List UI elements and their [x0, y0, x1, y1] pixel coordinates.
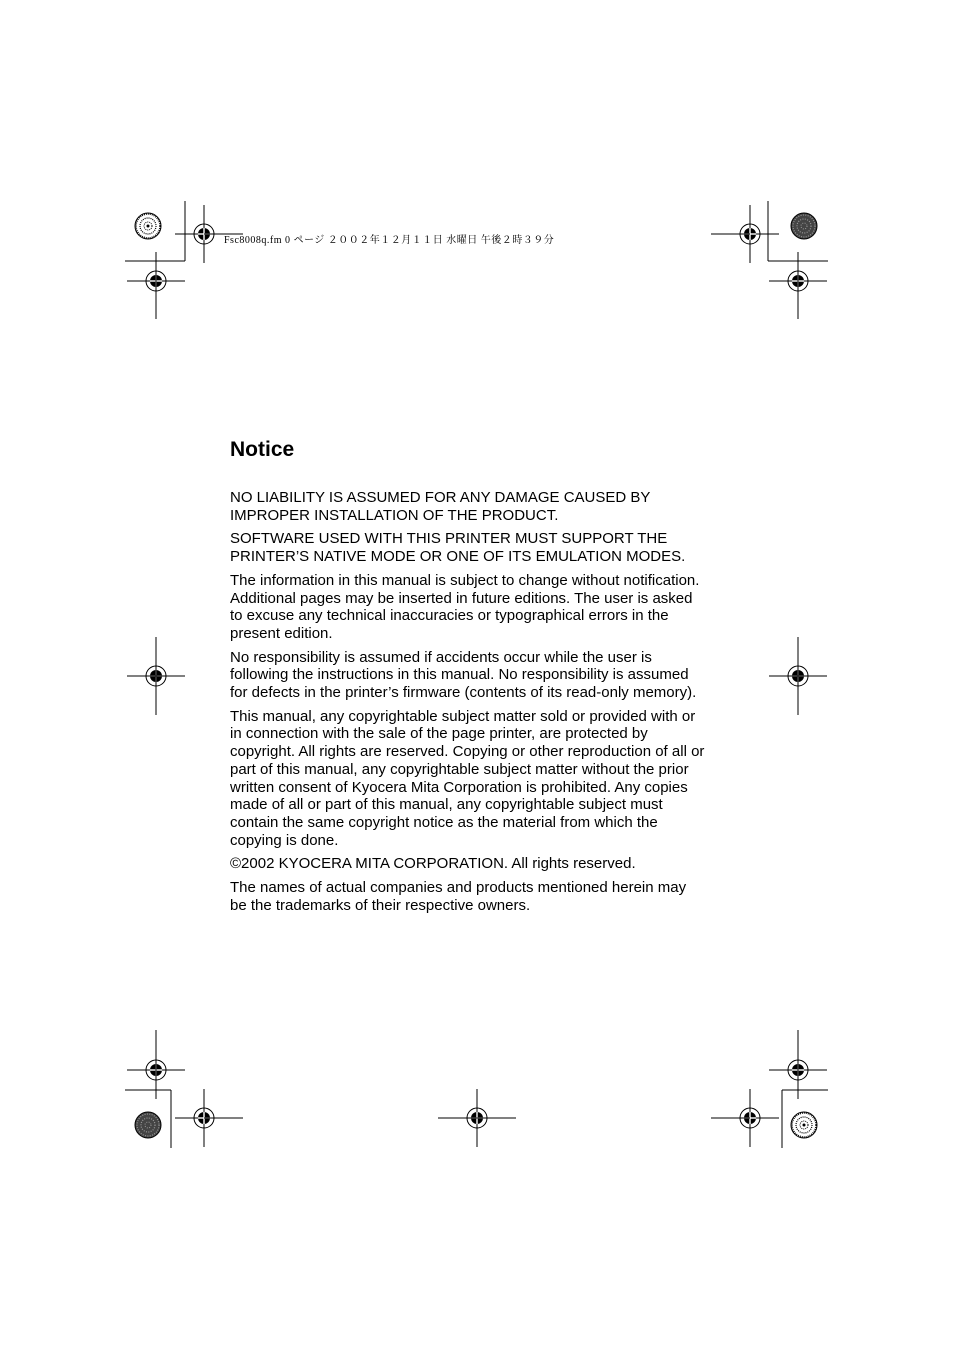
notice-body [230, 489, 706, 920]
copyright-notice: ©2002 KYOCERA MITA CORPORATION. All rights reserved. [230, 855, 636, 873]
copyright-paragraph: This manual, any copyrightable subject matter sold or provided with or in connection with the sale of the page printer, are protected by copyright. All rights are reserved. Copying or other reproduction of all or part of this manual, any copyrightable subject matter without the prior written consent of Kyocera Mita Corporation is prohibited. Any copies made of all or part of this manual, any copyrightable subject must contain the same copyright notice as the material from which the copying is done. [230, 707, 705, 849]
star-target-top-right [791, 213, 817, 239]
liability-paragraph: NO LIABILITY IS ASSUMED FOR ANY DAMAGE CAUSED BY IMPROPER INSTALLATION OF THE PRODUCT. [230, 489, 651, 524]
file-info-header: Fsc8008q.fm 0 ページ ２００２年１２月１１日 水曜日 午後２時３９分 [224, 235, 555, 246]
information-paragraph: The information in this manual is subject to change without notification. Additional pages may be inserted in future editions. The user is asked to excuse any technical inaccuracies or typographical errors in the present edition. [230, 571, 700, 642]
star-target-top-left [135, 213, 161, 239]
trademarks-paragraph: The names of actual companies and products mentioned herein may be the trademarks of their respective owners. [230, 879, 687, 914]
star-target-bottom-left [135, 1112, 161, 1138]
star-target-bottom-right [791, 1112, 817, 1138]
software-paragraph: SOFTWARE USED WITH THIS PRINTER MUST SUPPORT THE PRINTER’S NATIVE MODE OR ONE OF ITS EMULATION MODES. [230, 530, 686, 566]
responsibility-paragraph: No responsibility is assumed if accidents occur while the user is following the instructions in this manual. No responsibility is assumed for defects in the printer’s firmware (contents of its read-only memory). [230, 648, 697, 702]
page-title: Notice [230, 438, 295, 461]
